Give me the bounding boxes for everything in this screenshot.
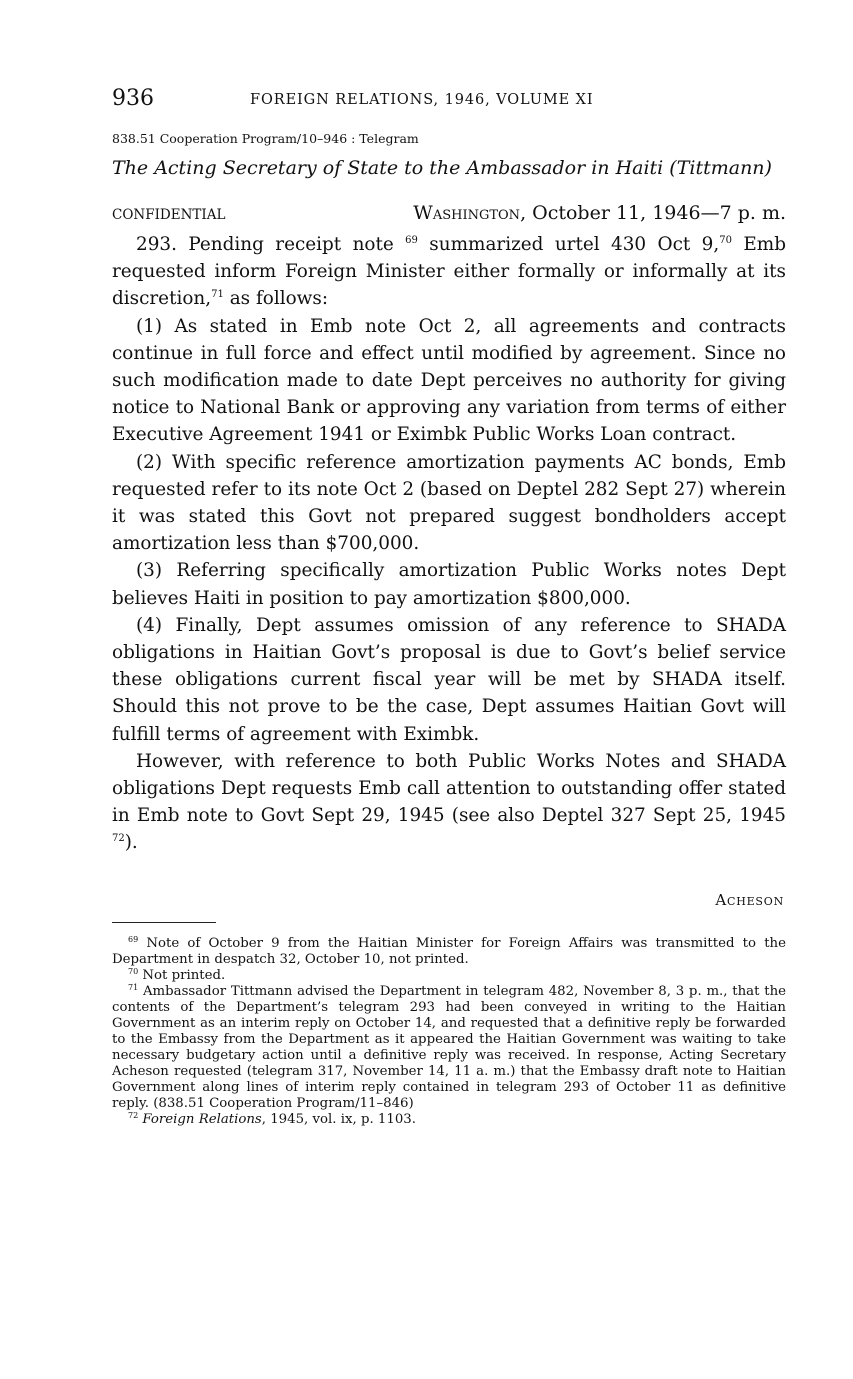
footnote-ref: 69 [405,235,418,246]
paragraph-text: ). [124,832,138,854]
footnote-text: , 1945, vol. ix, p. 1103. [261,1112,416,1127]
footnote-ref: 71 [211,289,224,301]
footnote-text: Note of October 9 from the Haitian Minister for Foreign Affairs was transmitted to the Department in despatch 32, October 10, not printed. [112,936,786,967]
footnote-ref: 70 [719,235,732,246]
paragraph-point-3: (3) Referring specifically amortization Public Works notes Dept believes Haiti in position to pay amortization $800,000. [112,560,786,609]
footnote-marker: 72 [128,1111,139,1120]
footnote-69 [112,936,786,968]
footnote-divider [112,922,216,923]
footnote-marker: 70 [128,967,139,976]
page-header [112,84,786,116]
paragraph-text: as follows: [223,288,329,310]
footnote-italic-title: Foreign Relations [142,1112,262,1127]
dateline [413,200,786,227]
file-reference: 838.51 Cooperation Program/10–946 : Telegram [112,131,419,146]
document-title: The Acting Secretary of State to the Ambassador in Haiti (Tittmann) [112,157,772,179]
paragraph-point-4: (4) Finally, Dept assumes omission of any reference to SHADA obligations in Haitian Govt’s proposal is due to Govt’s belief service these obligations current fiscal year will be met by SHADA itself. Should this not prove to be the case, Dept assumes Haitian Govt will fulfill terms of agreement with Eximbk. [112,614,786,745]
footnote-71 [112,984,786,1112]
telegram-body [112,231,786,857]
paragraph-intro [112,231,786,313]
footnote-text: Ambassador Tittmann advised the Department in telegram 482, November 8, 3 p. m., that the contents of the Department’s telegram 293 had been conveyed in writing to the Haitian Government as an interim reply on October 14, and requested that a definitive reply be forwarded to the Embassy from the Department as it appeared the Haitian Government was waiting to take necessary budgetary action until a definitive reply was received. In response, Acting Secretary Acheson requested (telegram 317, November 14, 11 a. m.) that the Embassy draft note to Haitian Government along lines of interim reply contained in telegram 293 of October 11 as definitive reply. (838.51 Cooperation Program/11–846) [112,984,786,1111]
footnote-text: Not printed. [138,968,226,983]
classification-label: CONFIDENTIAL [112,207,226,223]
footnote-72 [112,1112,786,1128]
footnote-70 [112,968,786,984]
paragraph-text: 293. Pending receipt note [136,234,406,255]
paragraph-point-2: (2) With specific reference amortization payments AC bonds, Emb requested refer to its note Oct 2 (based on Deptel 282 Sept 27) wherein it was stated this Govt not prepared suggest bondholders accept amortization less than $700,000. [112,451,786,555]
running-title: FOREIGN RELATIONS, 1946, VOLUME XI [250,92,594,108]
paragraph-text: Emb requested inform Foreign Minister either formally or informally at its discretion, [112,234,786,310]
footnotes [112,936,786,1128]
footnote-ref: 72 [112,833,125,845]
footnote-marker: 71 [128,983,139,992]
paragraph-point-1: (1) As stated in Emb note Oct 2, all agreements and contracts continue in full force and effect until modified by agreement. Since no such modification made to date Dept perceives no authority for giving notice to National Bank or approving any variation from terms of either Executive Agreement 1941 or Eximbk Public Works Loan contract. [112,315,786,446]
page-number: 936 [112,86,154,111]
dateline-place: Washington [413,202,521,224]
paragraph-text: summarized urtel 430 Oct 9, [417,234,720,255]
footnote-marker: 69 [128,935,139,944]
signature: Acheson [715,891,784,909]
paragraph-closing [112,748,786,857]
dateline-date: , October 11, 1946—7 p. m. [520,202,786,224]
paragraph-text: However, with reference to both Public Works Notes and SHADA obligations Dept requests Emb call attention to outstanding offer stated in Emb note to Govt Sept 29, 1945 (see also Deptel 327 Sept 25, 1945 [112,750,786,827]
